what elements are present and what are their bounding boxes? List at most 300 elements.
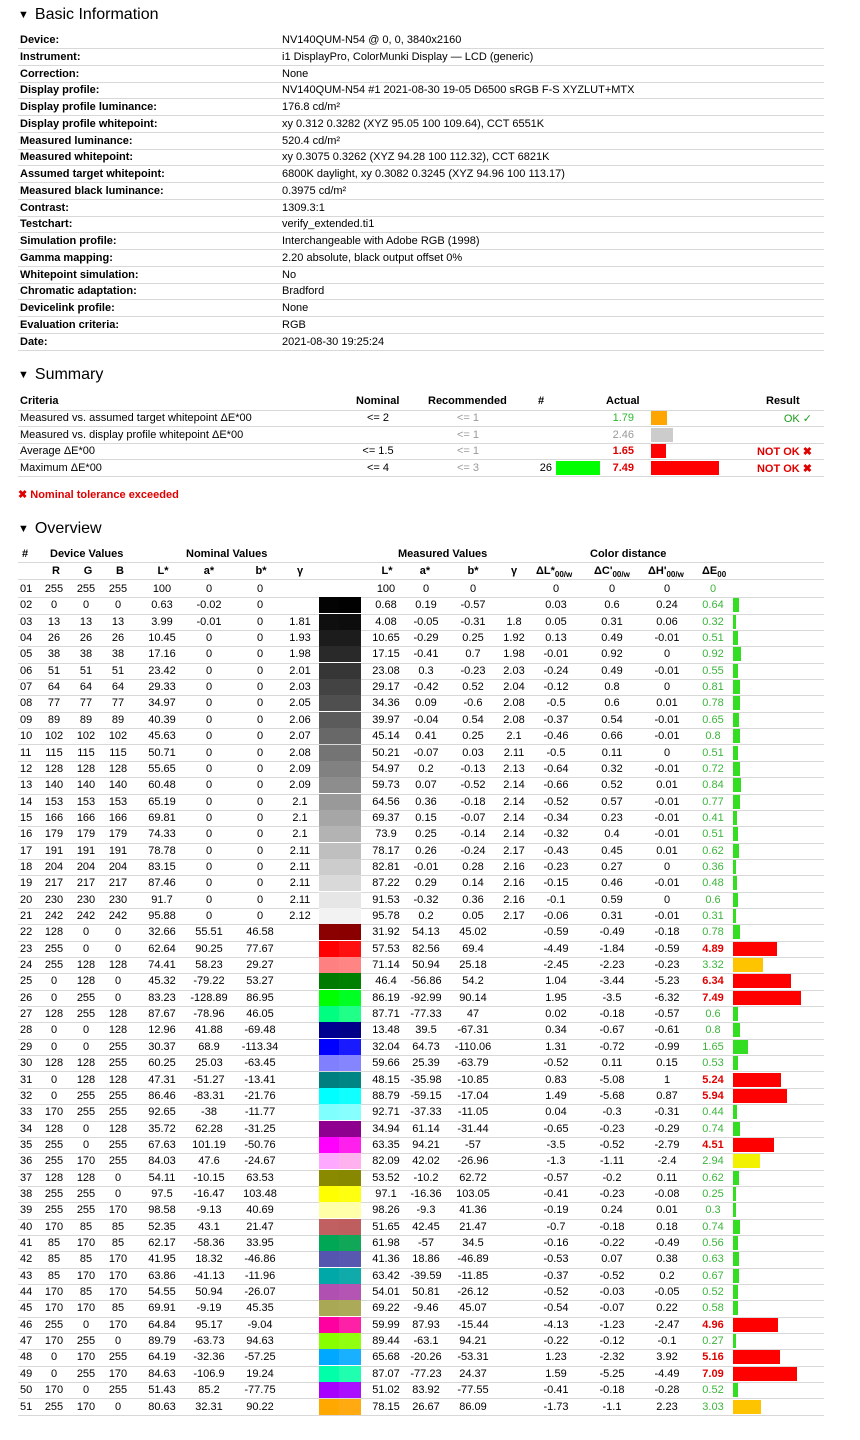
cell-dc: -5.68 [599, 1089, 625, 1102]
nominal-color-swatch [319, 1137, 339, 1153]
cell-g: 255 [76, 1367, 96, 1380]
cell-num: 39 [20, 1204, 33, 1217]
cell-nom-a: 0 [205, 632, 213, 645]
delta-e-bar [733, 1203, 736, 1217]
cell-b: 128 [108, 1073, 128, 1086]
cell-de: 0.58 [702, 1302, 724, 1315]
table-row [18, 745, 824, 762]
cell-meas-l: 39.97 [372, 713, 400, 726]
info-row [18, 200, 824, 217]
cell-meas-gamma: 2.14 [503, 779, 525, 792]
cell-g: 204 [76, 860, 96, 873]
cell-dc: -5.25 [599, 1367, 625, 1380]
info-key: Devicelink profile: [20, 302, 115, 314]
cell-meas-l: 71.14 [372, 959, 400, 972]
cell-meas-gamma: 2.14 [503, 811, 525, 824]
info-key: Chromatic adaptation: [20, 285, 137, 298]
cell-meas-a: -10.2 [413, 1171, 439, 1184]
nominal-color-swatch [319, 1022, 339, 1038]
cell-b: 115 [109, 746, 127, 759]
cell-g: 179 [76, 828, 96, 841]
cell-meas-a: 26.67 [412, 1400, 440, 1413]
col-b: B [116, 565, 124, 577]
delta-e-bar [733, 598, 739, 612]
cell-nom-a: -128.89 [190, 991, 228, 1004]
cell-nom-l: 95.88 [148, 910, 176, 922]
cell-num: 22 [20, 926, 33, 939]
nominal-color-swatch [319, 581, 339, 597]
delta-e-bar [733, 974, 791, 988]
cell-nom-l: 30.37 [148, 1040, 176, 1053]
collapse-triangle-icon[interactable]: ▼ [18, 369, 29, 381]
nominal-color-swatch [319, 875, 339, 891]
cell-r: 128 [44, 1171, 64, 1184]
summary-criteria: Average ΔE*00 [20, 445, 96, 457]
cell-dh: 0.18 [656, 1220, 678, 1233]
cell-dl: -0.52 [543, 1057, 569, 1070]
cell-nom-l: 40.39 [148, 713, 176, 726]
info-row [18, 99, 824, 116]
cell-meas-a: 0.36 [415, 795, 437, 808]
col-dh-sub: 00/w [666, 570, 684, 580]
cell-meas-b: 0.14 [462, 877, 484, 890]
cell-meas-b: 47 [466, 1008, 480, 1021]
cell-dh: -0.08 [654, 1187, 680, 1200]
cell-nom-b: -50.76 [244, 1138, 276, 1151]
delta-e-bar [733, 1220, 740, 1234]
summary-recommended: <= 1 [456, 412, 480, 424]
delta-e-bar [733, 1089, 787, 1103]
cell-g: 0 [82, 1040, 90, 1053]
cell-dc: -0.07 [599, 1302, 625, 1315]
cell-num: 09 [20, 713, 33, 726]
cell-b: 0 [114, 991, 122, 1004]
info-row [18, 66, 824, 83]
cell-g: 128 [76, 762, 96, 775]
table-row [18, 1006, 824, 1023]
cell-dl: -0.37 [543, 1269, 569, 1282]
cell-nom-a: 0 [205, 697, 213, 710]
summary-result: NOT OK ✖ [756, 446, 812, 458]
cell-meas-gamma: 2.1 [506, 730, 522, 743]
collapse-triangle-icon[interactable]: ▼ [18, 523, 29, 535]
cell-g: 128 [76, 1057, 96, 1070]
cell-dc: 0.07 [601, 1253, 623, 1266]
table-row [18, 1300, 824, 1317]
cell-de: 0.8 [705, 730, 721, 743]
nominal-color-swatch [319, 761, 339, 777]
cell-b: 242 [108, 910, 128, 922]
cell-r: 255 [44, 1155, 64, 1168]
cell-meas-l: 46.4 [375, 975, 397, 988]
cell-nom-b: -57.25 [244, 1351, 276, 1364]
cell-dh: 0.38 [656, 1253, 678, 1266]
cell-nom-l: 97.5 [151, 1187, 173, 1200]
section-title-overview[interactable] [18, 520, 102, 538]
cell-meas-gamma: 2.17 [503, 910, 525, 922]
info-row [18, 216, 824, 233]
cell-meas-gamma: 1.8 [506, 615, 522, 628]
cell-meas-b: 24.37 [459, 1367, 487, 1380]
cell-de: 0.84 [702, 779, 724, 792]
cell-meas-l: 63.35 [372, 1138, 400, 1151]
cell-nom-gamma: 2.06 [289, 713, 311, 726]
cell-nom-b: 0 [256, 762, 264, 775]
cell-g: 64 [79, 681, 93, 694]
cell-meas-b: 62.72 [459, 1171, 487, 1184]
cell-de: 0.55 [702, 664, 724, 677]
table-row [18, 1137, 824, 1154]
cell-meas-a: 50.94 [412, 959, 440, 972]
cell-meas-l: 92.71 [372, 1106, 400, 1119]
cell-meas-b: 41.36 [459, 1204, 487, 1217]
table-row [18, 581, 824, 598]
cell-g: 255 [76, 1106, 96, 1119]
cell-nom-l: 54.11 [148, 1171, 176, 1184]
cell-nom-a: 0 [205, 648, 213, 661]
cell-nom-l: 41.95 [148, 1253, 176, 1266]
cell-meas-b: 45.07 [459, 1302, 487, 1315]
cell-dl: -0.32 [543, 828, 569, 841]
cell-meas-b: -0.13 [460, 762, 486, 775]
cell-dh: -0.01 [654, 762, 680, 775]
cell-b: 255 [108, 1089, 128, 1102]
cell-nom-b: 0 [256, 583, 264, 595]
measured-color-swatch [339, 1022, 361, 1038]
cell-dl: -0.34 [543, 811, 569, 824]
cell-b: 26 [111, 632, 125, 645]
cell-r: 64 [47, 681, 61, 694]
cell-nom-b: 0 [256, 828, 264, 841]
cell-dh: 3.92 [656, 1351, 678, 1364]
delta-e-bar [733, 1122, 740, 1136]
overview-column-header [18, 563, 824, 580]
delta-e-bar [733, 811, 737, 825]
info-value: None [282, 302, 309, 314]
cell-nom-l: 12.96 [148, 1024, 176, 1037]
measured-color-swatch [339, 1349, 361, 1365]
measured-color-swatch [339, 728, 361, 744]
cell-nom-a: -9.13 [196, 1204, 222, 1217]
cell-dl: -0.7 [546, 1220, 566, 1233]
cell-dl: -0.66 [543, 779, 569, 792]
cell-g: 255 [76, 1008, 96, 1021]
cell-meas-l: 95.78 [372, 910, 400, 922]
cell-dh: 0.11 [656, 1171, 678, 1184]
measured-color-swatch [339, 875, 361, 891]
delta-e-bar [733, 1269, 739, 1283]
cell-meas-l: 31.92 [372, 926, 400, 939]
measured-color-swatch [339, 794, 361, 810]
cell-nom-a: -41.13 [193, 1269, 225, 1282]
cell-meas-l: 97.1 [375, 1187, 397, 1200]
cell-meas-a: 87.93 [412, 1318, 440, 1331]
table-row [18, 1121, 824, 1138]
measured-color-swatch [339, 1104, 361, 1120]
cell-dh: -0.49 [654, 1237, 680, 1249]
cell-dh: -2.4 [657, 1155, 677, 1168]
summary-count: 26 [539, 461, 552, 474]
cell-nom-b: 0 [256, 599, 264, 612]
table-row [18, 1022, 824, 1039]
cell-r: 77 [47, 697, 61, 710]
cell-meas-gamma: 2.03 [503, 664, 525, 677]
cell-meas-a: -0.05 [413, 615, 439, 628]
cell-meas-l: 59.99 [372, 1318, 400, 1331]
cell-num: 48 [20, 1351, 33, 1364]
cell-num: 06 [20, 664, 33, 677]
section-title-summary[interactable] [18, 366, 103, 384]
delta-e-bar [733, 1040, 748, 1054]
cell-b: 77 [111, 697, 125, 710]
cell-nom-gamma: 2.09 [289, 779, 311, 792]
measured-color-swatch [339, 810, 361, 826]
cell-meas-l: 54.01 [372, 1286, 400, 1299]
section-title-basic-information[interactable] [18, 6, 159, 24]
cell-meas-a: -63.1 [413, 1335, 439, 1348]
delta-e-bar [733, 958, 763, 972]
cell-r: 255 [44, 1187, 64, 1200]
cell-meas-l: 73.9 [375, 828, 397, 841]
table-row [18, 941, 824, 958]
cell-dh: 0.01 [656, 844, 678, 857]
cell-dc: 0.45 [601, 844, 623, 857]
cell-nom-l: 83.23 [148, 991, 176, 1004]
cell-nom-a: 0 [205, 664, 213, 677]
cell-nom-b: 0 [256, 615, 264, 628]
cell-de: 4.96 [702, 1318, 724, 1331]
delta-e-bar [733, 1154, 760, 1168]
measured-color-swatch [339, 777, 361, 793]
cell-num: 33 [20, 1106, 33, 1119]
cell-nom-l: 3.99 [151, 615, 173, 628]
col-dc [594, 565, 630, 579]
cell-nom-gamma: 2.11 [289, 844, 311, 857]
nominal-color-swatch [319, 794, 339, 810]
delta-e-bar [733, 1383, 738, 1397]
cell-num: 46 [20, 1318, 33, 1331]
cell-num: 26 [20, 991, 33, 1004]
cell-nom-a: 18.32 [195, 1253, 223, 1266]
cell-num: 36 [20, 1155, 33, 1168]
cell-dl: -1.3 [546, 1155, 566, 1168]
cell-r: 0 [50, 1367, 58, 1380]
cell-dc: 0.52 [601, 779, 623, 792]
cell-meas-gamma: 2.16 [503, 893, 525, 906]
cell-num: 50 [20, 1384, 33, 1397]
cell-dl: -0.16 [543, 1237, 569, 1249]
col-result: Result [766, 395, 800, 407]
table-row [18, 875, 824, 892]
measured-color-swatch [339, 924, 361, 940]
summary-criteria: Measured vs. display profile whitepoint ΔE*00 [20, 428, 244, 441]
cell-nom-l: 78.78 [148, 844, 176, 857]
cell-nom-l: 64.19 [148, 1351, 176, 1364]
cell-nom-a: 101.19 [192, 1138, 226, 1151]
cell-dl: -0.24 [543, 664, 569, 677]
cell-de: 4.89 [702, 942, 724, 955]
cell-dl: -0.52 [543, 795, 569, 808]
table-row [18, 924, 824, 941]
cell-meas-b: -15.44 [457, 1318, 489, 1331]
cell-dl: 1.31 [545, 1040, 567, 1053]
cell-g: 170 [76, 1400, 96, 1413]
cell-dc: -0.18 [599, 1008, 625, 1021]
cell-meas-a: -0.42 [413, 681, 439, 694]
cell-de: 0.56 [702, 1237, 724, 1249]
cell-dl: -0.65 [543, 1122, 569, 1135]
info-value: xy 0.312 0.3282 (XYZ 95.05 100 109.64), CCT 6551K [282, 117, 545, 130]
cell-meas-a: 0.07 [415, 779, 437, 792]
cell-g: 85 [79, 1253, 93, 1266]
delta-e-bar [733, 746, 738, 760]
cell-nom-l: 51.43 [148, 1384, 176, 1397]
cell-num: 32 [20, 1089, 33, 1102]
summary-row [18, 460, 824, 477]
cell-num: 44 [20, 1286, 33, 1299]
cell-meas-l: 82.09 [372, 1155, 400, 1168]
info-key: Contrast: [20, 201, 69, 214]
cell-meas-b: -0.6 [463, 697, 483, 710]
info-key: Whitepoint simulation: [20, 268, 139, 281]
nominal-color-swatch [319, 646, 339, 662]
cell-g: 0 [82, 942, 90, 955]
cell-nom-a: 0 [205, 713, 213, 726]
cell-nom-gamma: 2.08 [289, 746, 311, 759]
cell-dl: -0.46 [543, 730, 569, 743]
col-group-measured: Measured Values [398, 548, 488, 560]
cell-dc: -1.11 [599, 1155, 625, 1168]
cell-b: 51 [111, 664, 125, 677]
cell-dc: -0.18 [599, 1220, 625, 1233]
cell-dh: -0.28 [654, 1384, 680, 1397]
cell-nom-a: 32.31 [195, 1400, 223, 1413]
cell-nom-a: 0 [205, 795, 213, 808]
nominal-color-swatch [319, 810, 339, 826]
measured-color-swatch [339, 1284, 361, 1300]
cell-meas-l: 41.36 [372, 1253, 400, 1266]
delta-e-bar [733, 942, 777, 956]
cell-dh: -0.01 [654, 811, 680, 824]
cell-meas-l: 69.37 [372, 811, 400, 824]
cell-nom-b: 0 [256, 860, 264, 873]
cell-meas-l: 87.22 [372, 877, 400, 890]
cell-nom-gamma: 2.11 [289, 893, 311, 906]
col-group-distance: Color distance [590, 548, 667, 560]
cell-meas-a: 0.19 [415, 599, 437, 612]
delta-e-bar [733, 1367, 797, 1381]
collapse-triangle-icon[interactable]: ▼ [18, 9, 29, 21]
cell-nom-l: 35.72 [148, 1122, 176, 1135]
tolerance-exceeded-note: ✖ Nominal tolerance exceeded [18, 489, 179, 501]
cell-dc: -5.08 [599, 1073, 625, 1086]
cell-dh: 0 [663, 746, 671, 759]
cell-r: 128 [44, 1008, 64, 1021]
cell-b: 255 [108, 1106, 128, 1119]
cell-de: 0.62 [702, 844, 724, 857]
cell-meas-b: -110.06 [454, 1040, 492, 1053]
cell-nom-b: 0 [256, 713, 264, 726]
table-row [18, 1088, 824, 1105]
info-row [18, 283, 824, 300]
cell-b: 230 [108, 893, 128, 906]
measured-color-swatch [339, 1317, 361, 1333]
cell-g: 128 [76, 975, 96, 988]
cell-b: 0 [114, 926, 122, 939]
col-nominal: Nominal [356, 395, 400, 407]
cell-de: 0.77 [702, 795, 724, 808]
delta-e-bar [733, 893, 738, 907]
col-actual: Actual [606, 395, 640, 407]
info-value: 6800K daylight, xy 0.3082 0.3245 (XYZ 94.96 100 113.17) [282, 168, 565, 180]
cell-b: 128 [108, 1008, 128, 1021]
summary-nominal: <= 1.5 [362, 445, 394, 457]
measured-color-swatch [339, 1137, 361, 1153]
cell-nom-a: -106.9 [193, 1367, 225, 1380]
table-row [18, 973, 824, 990]
measured-color-swatch [339, 908, 361, 924]
cell-dh: 0.01 [656, 1204, 678, 1217]
cell-num: 01 [20, 583, 33, 595]
col-nom-l: L* [157, 565, 169, 577]
overview-group-header [18, 546, 824, 563]
nominal-color-swatch [319, 1251, 339, 1267]
cell-nom-a: -16.47 [193, 1187, 225, 1200]
cell-meas-gamma: 2.11 [503, 746, 525, 759]
table-row [18, 1219, 824, 1236]
cell-r: 170 [44, 1335, 64, 1348]
cell-de: 0.52 [702, 1384, 724, 1397]
cell-meas-a: -57 [418, 1237, 434, 1249]
cell-meas-b: 0.52 [462, 681, 484, 694]
cell-r: 0 [50, 1073, 58, 1086]
cell-nom-b: 46.05 [246, 1008, 274, 1021]
cell-meas-b: -0.18 [460, 795, 486, 808]
cell-de: 4.51 [702, 1138, 724, 1151]
measured-color-swatch [339, 597, 361, 613]
table-row [18, 614, 824, 631]
table-row [18, 679, 824, 696]
cell-dc: 0.4 [604, 828, 620, 841]
cell-nom-l: 52.35 [148, 1220, 176, 1233]
cell-r: 255 [44, 583, 64, 595]
summary-row [18, 410, 824, 427]
cell-r: 85 [47, 1269, 61, 1282]
delta-e-bar [733, 631, 738, 645]
delta-e-bar [733, 680, 740, 694]
cell-r: 128 [44, 762, 64, 775]
cell-b: 0 [114, 1400, 122, 1413]
nominal-color-swatch [319, 1333, 339, 1349]
cell-nom-l: 74.33 [148, 828, 176, 841]
cell-dl: -0.57 [543, 1171, 569, 1184]
cell-dc: -0.23 [599, 1122, 625, 1135]
cell-g: 102 [76, 730, 96, 743]
cell-nom-l: 84.03 [148, 1155, 176, 1168]
cell-dl: -1.73 [543, 1400, 569, 1413]
measured-color-swatch [339, 1186, 361, 1202]
table-row [18, 810, 824, 827]
cell-num: 15 [20, 811, 33, 824]
table-row [18, 1382, 824, 1399]
delta-e-bar [733, 1400, 761, 1414]
cell-r: 255 [44, 942, 64, 955]
info-key: Measured whitepoint: [20, 151, 134, 164]
cell-dc: 0.46 [601, 877, 623, 890]
cell-r: 166 [44, 811, 64, 824]
cell-b: 0 [114, 1335, 122, 1348]
nominal-color-swatch [319, 843, 339, 859]
